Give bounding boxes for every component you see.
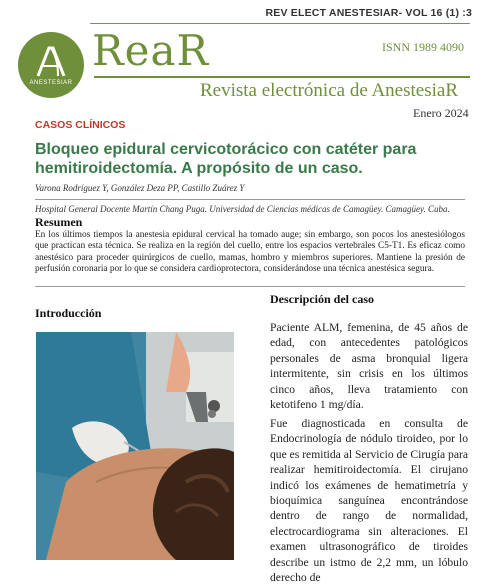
article-authors: Varona Rodríguez Y, González Deza PP, Castillo Zuárez Y <box>35 183 245 193</box>
brand-name: ReaR <box>92 26 210 75</box>
clinical-photo-image <box>36 332 234 560</box>
case-description-heading: Descripción del caso <box>270 292 374 306</box>
journal-name: Revista electrónica de AnestesiaR <box>200 80 458 101</box>
publication-date: Enero 2024 <box>413 106 469 120</box>
brand-rule <box>94 76 470 78</box>
journal-logo <box>18 32 84 98</box>
journal-reference: REV ELECT ANESTESIAR- VOL 16 (1) :3 <box>265 7 472 19</box>
abstract-rule <box>35 286 465 287</box>
logo-wordmark: ANESTESIAR <box>29 80 73 86</box>
abstract-text: En los últimos tiempos la anestesia epidural cervical ha tomado auge; sin embargo, son pocos los anestesiólogos que practican esta técnica. Se realiza en la región del cuello, entre los espacios vertebrales C5-T1. Es eficaz como anestésico para proceder quirúrgicos de cuello, mamas, hombro y miembros superiores. Mantiene la presión de perfusión coronaria por lo que se considera cardioprotectora, considerándose una técnica anestésica segura. <box>35 230 465 275</box>
article-affiliation: Hospital General Docente Martín Chang Puga. Universidad de Ciencias médicas de Camagüey. Camagüey. Cuba. <box>35 204 450 214</box>
affiliation-rule <box>35 199 465 200</box>
case-paragraph-2: Fue diagnosticada en consulta de Endocrinología de nódulo tiroideo, por lo que es remitida al Servicio de Cirugía para realizar hemitiroidectomía. El cirujano indicó los exámenes de hematimetría y bioquímica sanguínea encontrándose dentro de rango de normalidad, electrocardiograma sin alteraciones. El examen ultrasonográfico de tiroides describe un istmo de 2,2 mm, un lóbulo derecho de <box>270 417 468 585</box>
header-rule <box>90 23 470 24</box>
case-paragraph-1: Paciente ALM, femenina, de 45 años de edad, con antecedentes patológicos personales de asma bronquial ligera intermitente, sin crisis en los últimos cinco años, lleva tratamiento con ketotifeno 1 mg/día. <box>270 321 468 412</box>
clinical-photo <box>36 332 234 560</box>
logo-emblem-icon <box>18 32 84 98</box>
article-title: Bloqueo epidural cervicotorácico con catéter para hemitiroidectomía. A propósito de un caso. <box>35 141 417 177</box>
abstract-heading: Resumen <box>35 215 83 229</box>
introduction-heading: Introducción <box>35 306 102 320</box>
issn-number: ISNN 1989 4090 <box>382 40 465 54</box>
section-label: CASOS CLÍNICOS <box>35 119 126 131</box>
